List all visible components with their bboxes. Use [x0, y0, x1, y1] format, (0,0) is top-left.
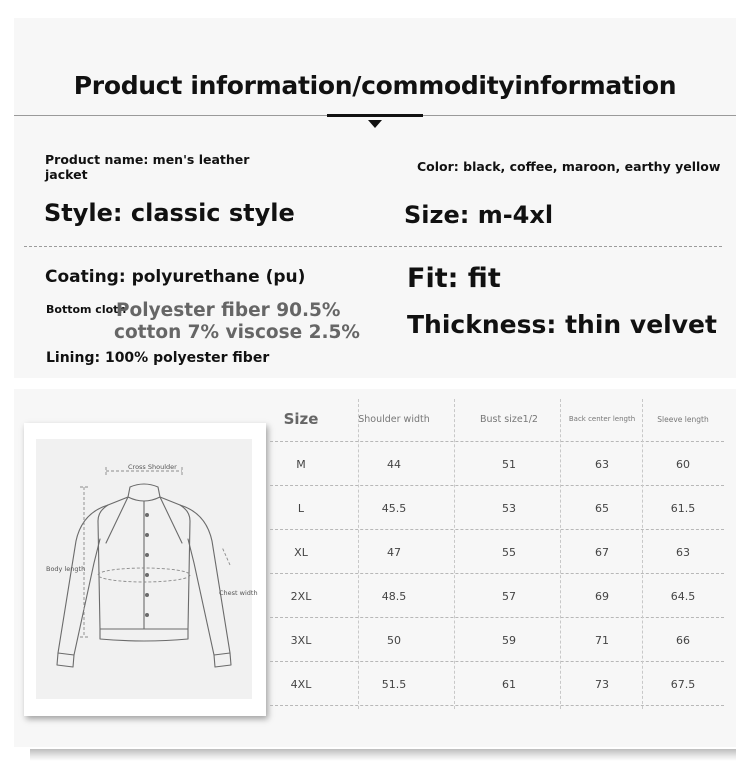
bottom-cloth-composition — [116, 300, 360, 344]
size-table — [270, 399, 724, 709]
table-divider — [270, 617, 724, 618]
back-center-length-cell: 65 — [595, 501, 609, 515]
table-column-divider — [642, 399, 643, 709]
header-back-center-length: Back center length — [568, 415, 636, 423]
sleeve-length-cell: 66 — [676, 633, 690, 647]
shoulder-width-cell: 50 — [387, 633, 401, 647]
bottom-cloth-line-1: Polyester fiber 90.5% — [116, 300, 341, 321]
cross-shoulder-label: Cross Shoulder — [128, 463, 177, 471]
product-thickness: Thickness: thin velvet — [407, 310, 717, 339]
header-sleeve-length: Sleeve length — [657, 414, 709, 424]
table-divider — [270, 529, 724, 530]
table-divider — [270, 573, 724, 574]
back-center-length-cell: 73 — [595, 677, 609, 691]
table-row — [270, 443, 724, 485]
title-accent-bar — [327, 114, 423, 117]
table-column-divider — [358, 399, 359, 709]
size-cell: 2XL — [290, 589, 312, 603]
product-name: Product name: men's leather jacket — [45, 152, 250, 182]
section-title: Product information/commodityinformation — [73, 71, 677, 100]
shoulder-width-cell: 45.5 — [381, 501, 407, 515]
size-cell: 3XL — [290, 633, 312, 647]
bust-size-cell: 57 — [502, 589, 516, 603]
back-center-length-cell: 69 — [595, 589, 609, 603]
back-center-length-cell: 71 — [595, 633, 609, 647]
table-divider — [270, 441, 724, 442]
product-info-panel — [14, 18, 736, 378]
product-style: Style: classic style — [44, 199, 295, 227]
bottom-cloth-label: Bottom cloth — [46, 303, 127, 316]
bust-size-cell: 51 — [502, 457, 516, 471]
bust-size-cell: 53 — [502, 501, 516, 515]
table-row — [270, 487, 724, 529]
product-fit: Fit: fit — [407, 263, 501, 294]
product-lining: Lining: 100% polyester fiber — [46, 350, 270, 366]
bust-size-cell: 61 — [502, 677, 516, 691]
shoulder-width-cell: 44 — [387, 457, 401, 471]
caret-down-icon — [368, 120, 382, 128]
shoulder-width-cell: 48.5 — [381, 589, 407, 603]
table-divider — [270, 705, 724, 706]
table-divider — [270, 661, 724, 662]
sleeve-length-cell: 61.5 — [670, 501, 696, 515]
sleeve-length-cell: 60 — [676, 457, 690, 471]
table-row — [270, 531, 724, 573]
size-cell: L — [297, 501, 305, 515]
shoulder-width-cell: 51.5 — [381, 677, 407, 691]
sleeve-length-cell: 63 — [676, 545, 690, 559]
body-length-label: Body length — [46, 565, 86, 573]
table-column-divider — [560, 399, 561, 709]
table-column-divider — [454, 399, 455, 709]
header-shoulder-width: Shoulder width — [358, 413, 430, 425]
panel-shadow — [30, 749, 736, 761]
size-cell: XL — [294, 545, 308, 559]
sleeve-length-cell: 64.5 — [670, 589, 696, 603]
diagram-background — [36, 439, 258, 699]
back-center-length-cell: 67 — [595, 545, 609, 559]
header-bust-size: Bust size1/2 — [480, 413, 538, 425]
bottom-cloth-line-2: cotton 7% viscose 2.5% — [114, 322, 360, 343]
info-divider — [24, 246, 722, 247]
shoulder-width-cell: 47 — [387, 545, 401, 559]
table-row — [270, 619, 724, 661]
table-row — [270, 575, 724, 617]
bust-size-cell: 59 — [502, 633, 516, 647]
size-cell: M — [296, 457, 306, 471]
table-divider — [270, 485, 724, 486]
header-size: Size — [283, 410, 319, 428]
product-coating: Coating: polyurethane (pu) — [45, 267, 306, 287]
size-cell: 4XL — [290, 677, 312, 691]
product-size-range: Size: m-4xl — [404, 201, 554, 229]
jacket-measurement-diagram — [24, 423, 266, 716]
sleeve-length-cell: 67.5 — [670, 677, 696, 691]
product-colors: Color: black, coffee, maroon, earthy yellow — [417, 159, 721, 174]
chest-width-label: Chest width — [219, 589, 258, 597]
back-center-length-cell: 63 — [595, 457, 609, 471]
bust-size-cell: 55 — [502, 545, 516, 559]
table-row — [270, 663, 724, 705]
table-header-row — [270, 399, 724, 439]
